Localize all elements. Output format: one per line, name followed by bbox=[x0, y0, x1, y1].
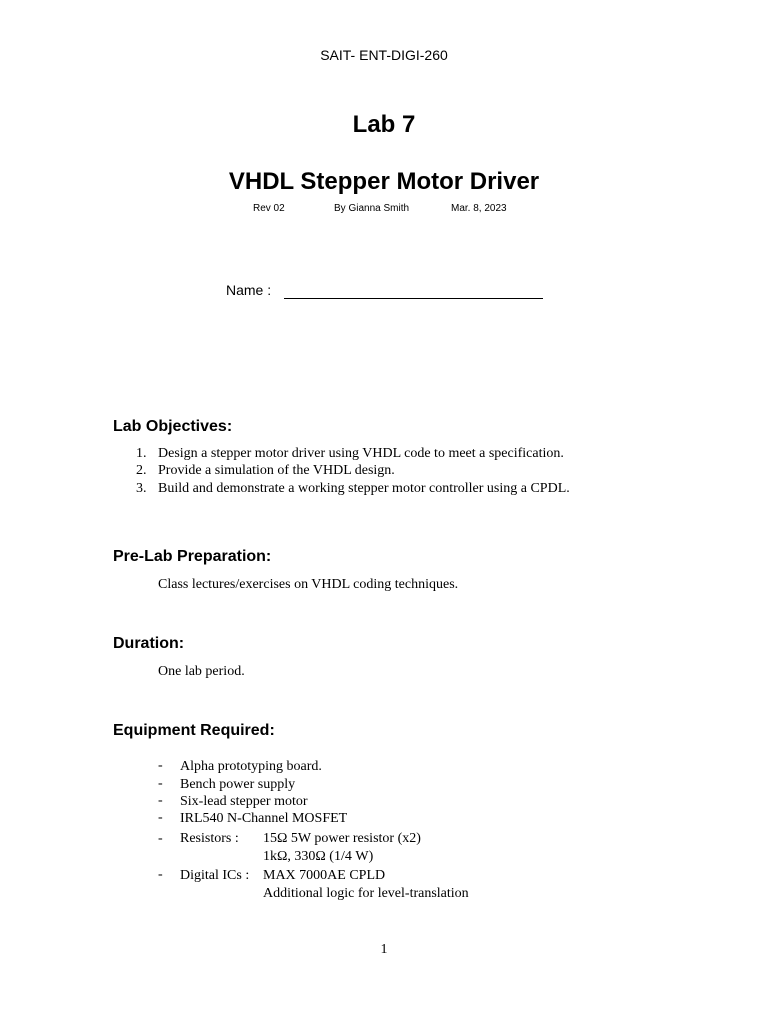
resistor-detail: 1kΩ, 330Ω (1/4 W) bbox=[263, 849, 374, 864]
date: Mar. 8, 2023 bbox=[451, 203, 507, 214]
objective-number: 3. bbox=[136, 481, 147, 496]
page-title: VHDL Stepper Motor Driver bbox=[228, 168, 540, 195]
list-bullet: - bbox=[158, 776, 163, 791]
name-label: Name : bbox=[226, 282, 272, 298]
objective-number: 1. bbox=[136, 446, 147, 461]
equipment-item: IRL540 N-Channel MOSFET bbox=[180, 811, 348, 826]
equipment-item: Alpha prototyping board. bbox=[180, 759, 322, 774]
prelab-heading: Pre-Lab Preparation: bbox=[113, 548, 272, 565]
duration-text: One lab period. bbox=[158, 664, 245, 679]
equipment-item: Resistors : bbox=[180, 831, 239, 846]
equipment-heading: Equipment Required: bbox=[113, 722, 275, 739]
digital-ic-detail: MAX 7000AE CPLD bbox=[263, 868, 386, 883]
objective-item: Design a stepper motor driver using VHDL code to meet a specification. bbox=[158, 446, 564, 461]
digital-ic-detail: Additional logic for level-translation bbox=[263, 886, 469, 901]
document-header: SAIT- ENT-DIGI-260 bbox=[320, 47, 448, 63]
duration-heading: Duration: bbox=[113, 635, 185, 652]
revision: Rev 02 bbox=[253, 203, 285, 214]
objective-number: 2. bbox=[136, 463, 147, 478]
list-bullet: - bbox=[158, 831, 163, 846]
lab-number: Lab 7 bbox=[352, 111, 416, 138]
list-bullet: - bbox=[158, 758, 163, 773]
objectives-heading: Lab Objectives: bbox=[113, 418, 233, 435]
author: By Gianna Smith bbox=[334, 203, 410, 214]
list-bullet: - bbox=[158, 793, 163, 808]
list-bullet: - bbox=[158, 810, 163, 825]
prelab-text: Class lectures/exercises on VHDL coding techniques. bbox=[158, 577, 459, 592]
equipment-item: Digital ICs : bbox=[180, 868, 250, 883]
resistor-detail: 15Ω 5W power resistor (x2) bbox=[263, 831, 421, 846]
objective-item: Build and demonstrate a working stepper motor controller using a CPDL. bbox=[158, 481, 570, 496]
page-number: 1 bbox=[380, 942, 388, 957]
objective-item: Provide a simulation of the VHDL design. bbox=[158, 463, 395, 478]
list-bullet: - bbox=[158, 867, 163, 882]
name-field-line bbox=[284, 298, 543, 299]
equipment-item: Bench power supply bbox=[180, 777, 296, 792]
equipment-item: Six-lead stepper motor bbox=[180, 794, 308, 809]
